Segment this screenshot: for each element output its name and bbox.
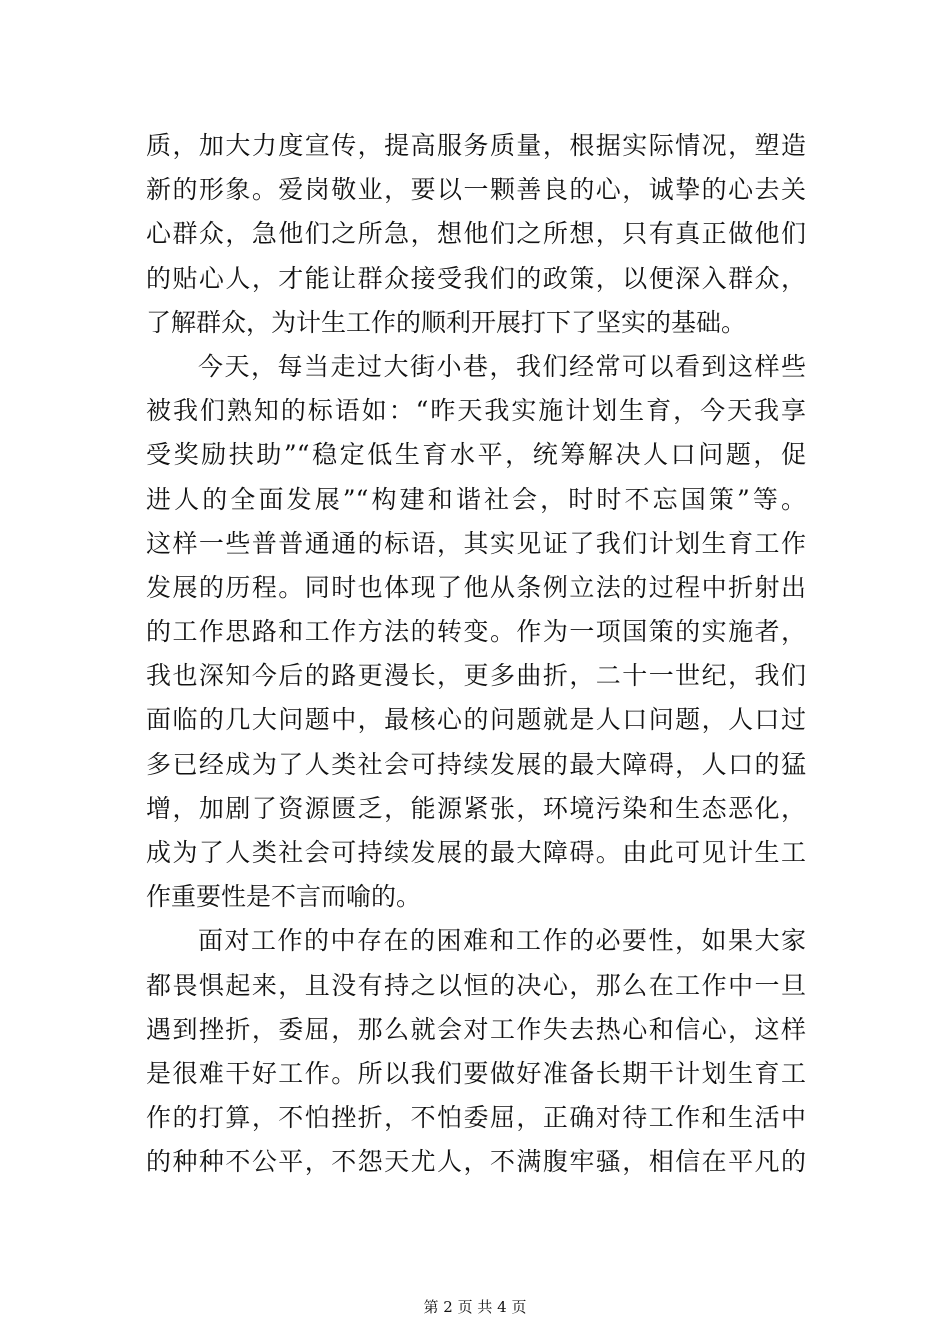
text-line: 发展的历程。同时也体现了他从条例立法的过程中折射出: [146, 572, 806, 602]
text-line: 受奖励扶助”“稳定低生育水平，统筹解决人口问题，促: [146, 440, 806, 470]
text-line: 增，加剧了资源匮乏，能源紧张，环境污染和生态恶化，: [146, 793, 806, 823]
text-line: 作的打算，不怕挫折，不怕委屈，正确对待工作和生活中: [146, 1103, 806, 1133]
text-line: 质，加大力度宣传，提高服务质量，根据实际情况，塑造: [146, 131, 806, 160]
text-line: 面对工作的中存在的困难和工作的必要性，如果大家: [198, 926, 806, 956]
body-text: [146, 124, 806, 1185]
text-line: 我也深知今后的路更漫长，更多曲折，二十一世纪，我们: [146, 661, 806, 691]
text-line: 的种种不公平，不怨天尤人，不满腹牢骚，相信在平凡的: [146, 1147, 806, 1177]
text-line: 面临的几大问题中，最核心的问题就是人口问题，人口过: [146, 705, 806, 735]
text-line: 这样一些普普通通的标语，其实见证了我们计划生育工作: [146, 528, 806, 558]
text-line: 遇到挫折，委屈，那么就会对工作失去热心和信心，这样: [146, 1014, 806, 1044]
text-line: 了解群众，为计生工作的顺利开展打下了坚实的基础。: [146, 307, 747, 337]
text-line: 多已经成为了人类社会可持续发展的最大障碍，人口的猛: [146, 749, 806, 779]
text-line: 被我们熟知的标语如：“昨天我实施计划生育，今天我享: [146, 396, 806, 426]
text-line: 的工作思路和工作方法的转变。作为一项国策的实施者，: [146, 617, 806, 647]
text-line: 都畏惧起来，且没有持之以恒的决心，那么在工作中一旦: [146, 970, 806, 1000]
text-line: 的贴心人，才能让群众接受我们的政策，以便深入群众，: [146, 263, 806, 293]
text-line: 作重要性是不言而喻的。: [146, 882, 422, 912]
text-line: 进人的全面发展”“构建和谐社会，时时不忘国策”等。: [146, 484, 806, 514]
page-number-footer: 第 2 页 共 4 页: [423, 1298, 527, 1316]
text-line: 成为了人类社会可持续发展的最大障碍。由此可见计生工: [146, 838, 806, 867]
text-line: 新的形象。爱岗敬业，要以一颗善良的心，诚挚的心去关: [146, 175, 806, 205]
text-line: 心群众，急他们之所急，想他们之所想，只有真正做他们: [146, 219, 806, 249]
text-line: 今天，每当走过大街小巷，我们经常可以看到这样些: [198, 351, 806, 381]
text-line: 是很难干好工作。所以我们要做好准备长期干计划生育工: [146, 1058, 806, 1088]
